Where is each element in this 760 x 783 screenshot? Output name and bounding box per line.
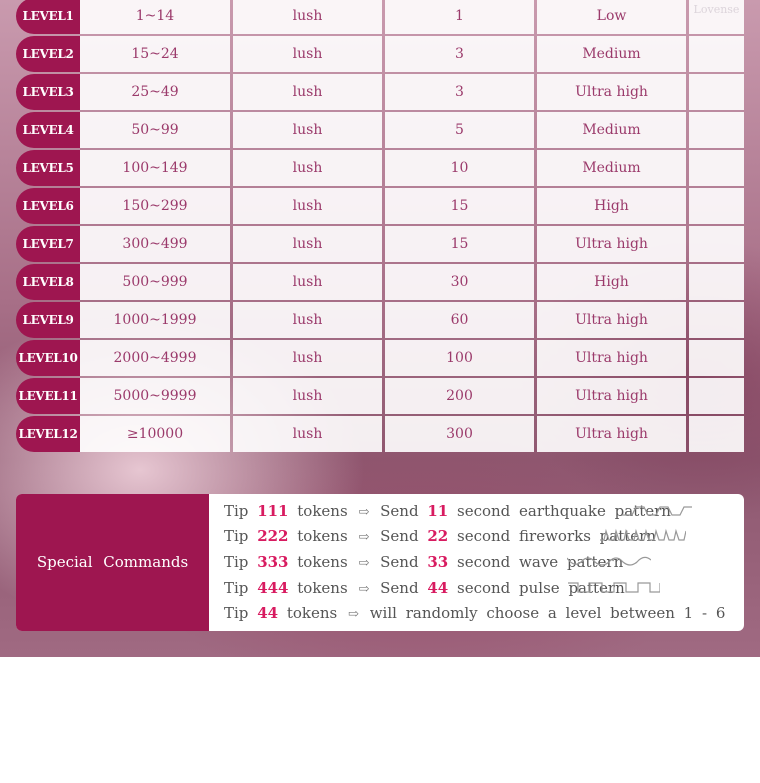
special-commands-box xyxy=(16,494,744,631)
table-row xyxy=(16,74,744,110)
level-label: LEVEL10 xyxy=(16,340,80,376)
duration-seconds: 60 xyxy=(385,302,534,338)
token-range: 15~24 xyxy=(80,36,230,72)
intensity: Medium xyxy=(537,150,686,186)
tip-amount: 44 xyxy=(257,604,279,622)
duration-seconds: 3 xyxy=(385,36,534,72)
table-row xyxy=(16,150,744,186)
pulse-pattern-icon xyxy=(568,580,660,594)
tokens-word: tokens xyxy=(297,553,348,571)
toy-name: lush xyxy=(233,378,382,414)
duration-seconds: 15 xyxy=(385,188,534,224)
table-row xyxy=(16,378,744,414)
tip-word: Tip xyxy=(224,527,249,545)
send-word: Send xyxy=(380,553,419,571)
intensity: Medium xyxy=(537,36,686,72)
table-row xyxy=(16,112,744,148)
toy-name: lush xyxy=(233,74,382,110)
tip-amount: 444 xyxy=(257,579,289,597)
duration-seconds: 100 xyxy=(385,340,534,376)
token-range: ≥10000 xyxy=(80,416,230,452)
empty-cell xyxy=(689,36,744,72)
tip-word: Tip xyxy=(224,502,249,520)
token-range: 100~149 xyxy=(80,150,230,186)
intensity: Ultra high xyxy=(537,416,686,452)
duration-seconds: 1 xyxy=(385,0,534,34)
tokens-word: tokens xyxy=(297,502,348,520)
arrow-right-icon: ⇨ xyxy=(358,556,370,571)
token-range: 150~299 xyxy=(80,188,230,224)
toy-name: lush xyxy=(233,264,382,300)
seconds-value: 22 xyxy=(427,527,449,545)
table-row xyxy=(16,340,744,376)
duration-seconds: 30 xyxy=(385,264,534,300)
tip-amount: 222 xyxy=(257,527,289,545)
toy-name: lush xyxy=(233,302,382,338)
intensity: Ultra high xyxy=(537,340,686,376)
duration-seconds: 3 xyxy=(385,74,534,110)
watermark: Lovense xyxy=(689,0,744,34)
send-word: Send xyxy=(380,579,419,597)
duration-seconds: 10 xyxy=(385,150,534,186)
special-commands-title: Special Commands xyxy=(16,494,209,631)
toy-name: lush xyxy=(233,36,382,72)
token-range: 5000~9999 xyxy=(80,378,230,414)
pattern-description: second fireworks pattern xyxy=(457,527,656,545)
command-line xyxy=(224,550,623,574)
table-row xyxy=(16,416,744,452)
intensity: Low xyxy=(537,0,686,34)
command-line xyxy=(224,576,625,600)
seconds-value: 44 xyxy=(427,579,449,597)
empty-cell xyxy=(689,112,744,148)
token-range: 300~499 xyxy=(80,226,230,262)
level-label: LEVEL9 xyxy=(16,302,80,338)
level-label: LEVEL2 xyxy=(16,36,80,72)
empty-cell xyxy=(689,378,744,414)
random-description: will randomly choose a level between 1 - 6 xyxy=(369,604,726,622)
send-word: Send xyxy=(380,502,419,520)
empty-cell xyxy=(689,150,744,186)
empty-cell xyxy=(689,226,744,262)
token-range: 1000~1999 xyxy=(80,302,230,338)
intensity: Ultra high xyxy=(537,226,686,262)
duration-seconds: 200 xyxy=(385,378,534,414)
command-line xyxy=(224,524,656,548)
command-line xyxy=(224,601,725,625)
tip-word: Tip xyxy=(224,604,249,622)
intensity: Ultra high xyxy=(537,302,686,338)
tip-word: Tip xyxy=(224,553,249,571)
empty-cell xyxy=(689,302,744,338)
token-range: 1~14 xyxy=(80,0,230,34)
table-row xyxy=(16,188,744,224)
level-label: LEVEL7 xyxy=(16,226,80,262)
table-row xyxy=(16,264,744,300)
level-label: LEVEL5 xyxy=(16,150,80,186)
level-label: LEVEL1 xyxy=(16,0,80,34)
toy-name: lush xyxy=(233,340,382,376)
pattern-description: second wave pattern xyxy=(457,553,624,571)
level-label: LEVEL8 xyxy=(16,264,80,300)
empty-cell xyxy=(689,264,744,300)
level-label: LEVEL11 xyxy=(16,378,80,414)
intensity: Ultra high xyxy=(537,378,686,414)
intensity: High xyxy=(537,264,686,300)
arrow-right-icon: ⇨ xyxy=(358,530,370,545)
duration-seconds: 300 xyxy=(385,416,534,452)
token-range: 2000~4999 xyxy=(80,340,230,376)
seconds-value: 33 xyxy=(427,553,449,571)
send-word: Send xyxy=(380,527,419,545)
toy-name: lush xyxy=(233,188,382,224)
empty-cell xyxy=(689,340,744,376)
pattern-description: second earthquake pattern xyxy=(457,502,671,520)
arrow-right-icon: ⇨ xyxy=(348,607,359,622)
token-range: 50~99 xyxy=(80,112,230,148)
arrow-right-icon: ⇨ xyxy=(358,582,370,597)
toy-name: lush xyxy=(233,0,382,34)
wave-pattern-icon xyxy=(567,554,651,568)
tip-amount: 111 xyxy=(257,502,289,520)
command-line xyxy=(224,499,671,523)
token-range: 25~49 xyxy=(80,74,230,110)
token-range: 500~999 xyxy=(80,264,230,300)
tip-amount: 333 xyxy=(257,553,289,571)
toy-name: lush xyxy=(233,112,382,148)
empty-cell xyxy=(689,188,744,224)
table-row xyxy=(16,226,744,262)
duration-seconds: 5 xyxy=(385,112,534,148)
toy-name: lush xyxy=(233,416,382,452)
toy-name: lush xyxy=(233,226,382,262)
level-label: LEVEL6 xyxy=(16,188,80,224)
earthquake-pattern-icon xyxy=(622,503,692,517)
level-label: LEVEL12 xyxy=(16,416,80,452)
table-row xyxy=(16,302,744,338)
table-row xyxy=(16,36,744,72)
tip-word: Tip xyxy=(224,579,249,597)
pattern-description: second pulse pattern xyxy=(457,579,625,597)
level-label: LEVEL4 xyxy=(16,112,80,148)
tokens-word: tokens xyxy=(286,604,338,622)
duration-seconds: 15 xyxy=(385,226,534,262)
intensity: Ultra high xyxy=(537,74,686,110)
seconds-value: 11 xyxy=(427,502,449,520)
intensity: High xyxy=(537,188,686,224)
empty-cell xyxy=(689,74,744,110)
level-label: LEVEL3 xyxy=(16,74,80,110)
arrow-right-icon: ⇨ xyxy=(358,505,370,520)
tokens-word: tokens xyxy=(297,579,348,597)
table-row xyxy=(16,0,744,34)
empty-cell xyxy=(689,416,744,452)
fireworks-pattern-icon xyxy=(600,528,686,542)
tokens-word: tokens xyxy=(297,527,348,545)
intensity: Medium xyxy=(537,112,686,148)
toy-name: lush xyxy=(233,150,382,186)
